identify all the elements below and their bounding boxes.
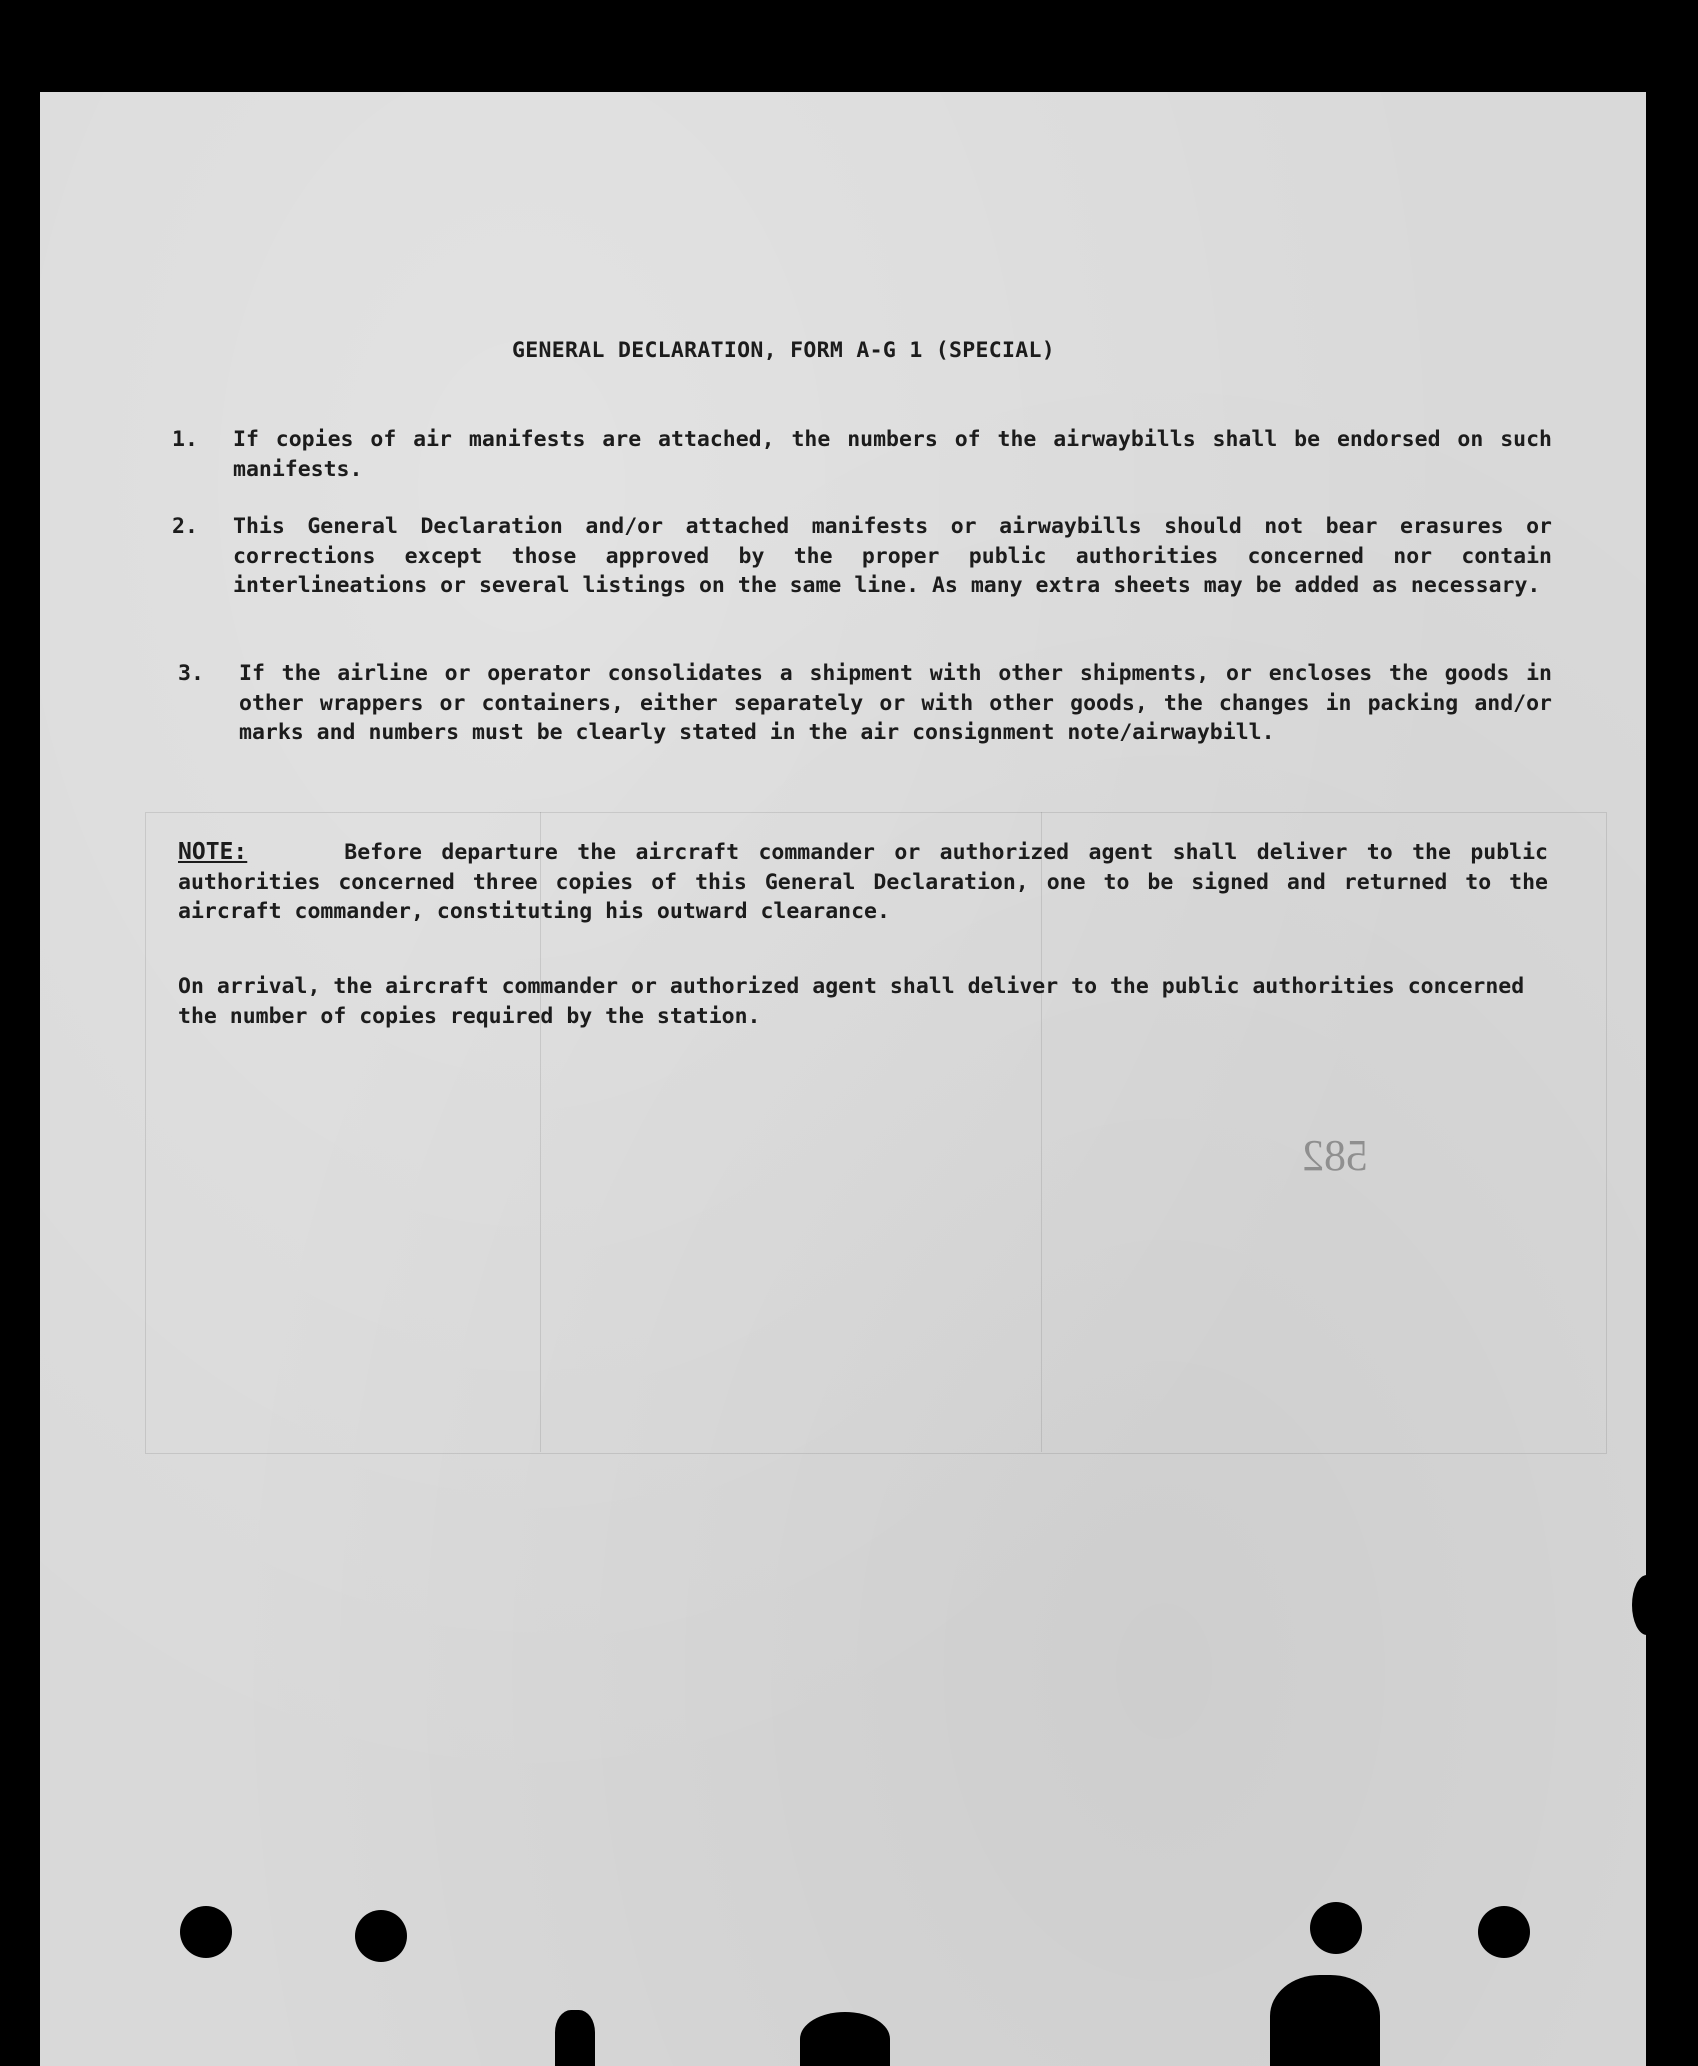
document-page [40,92,1646,2066]
item-number: 2. [172,514,198,539]
torn-edge [1632,1575,1662,1635]
note-paragraph [178,838,1548,927]
instruction-item [172,659,1552,748]
instruction-item [172,425,1552,484]
item-text: If the airline or operator consolidates a shipment with other shipments, or encloses the goods in other wrappers or containers, either separately or with other goods, the changes in packing and/or marks and numbers must be clearly stated in the air consignment note/airwaybill. [239,661,1552,745]
torn-edge [800,2012,890,2066]
torn-edge [555,2010,595,2066]
note-text: Before departure the aircraft commander or authorized agent shall deliver to the public authorities concerned three copies of this General Declaration, one to be signed and returned to the aircraft commander, constituting his outward clearance. [178,840,1548,924]
item-text: This General Declaration and/or attached manifests or airwaybills should not bear erasures or corrections except those approved by the proper public authorities concerned nor contain interlineations or several listings on the same line. As many extra sheets may be added as necessary. [233,514,1552,598]
item-number: 1. [172,427,198,452]
note-label: NOTE: [178,839,248,865]
punch-hole [1478,1906,1530,1958]
page-stamp-number: 582 [1302,1131,1368,1180]
punch-hole [180,1906,232,1958]
form-title: GENERAL DECLARATION, FORM A-G 1 (SPECIAL) [512,338,1056,363]
item-text: If copies of air manifests are attached, the numbers of the airwaybills shall be endorsed on such manifests. [233,427,1552,482]
torn-edge [1270,1975,1380,2066]
punch-hole [1310,1902,1362,1954]
item-number: 3. [178,661,204,686]
punch-hole [355,1910,407,1962]
instruction-item [172,512,1552,601]
arrival-paragraph: On arrival, the aircraft commander or authorized agent shall deliver to the public authorities concerned the number of copies required by the station. [178,974,1525,1029]
